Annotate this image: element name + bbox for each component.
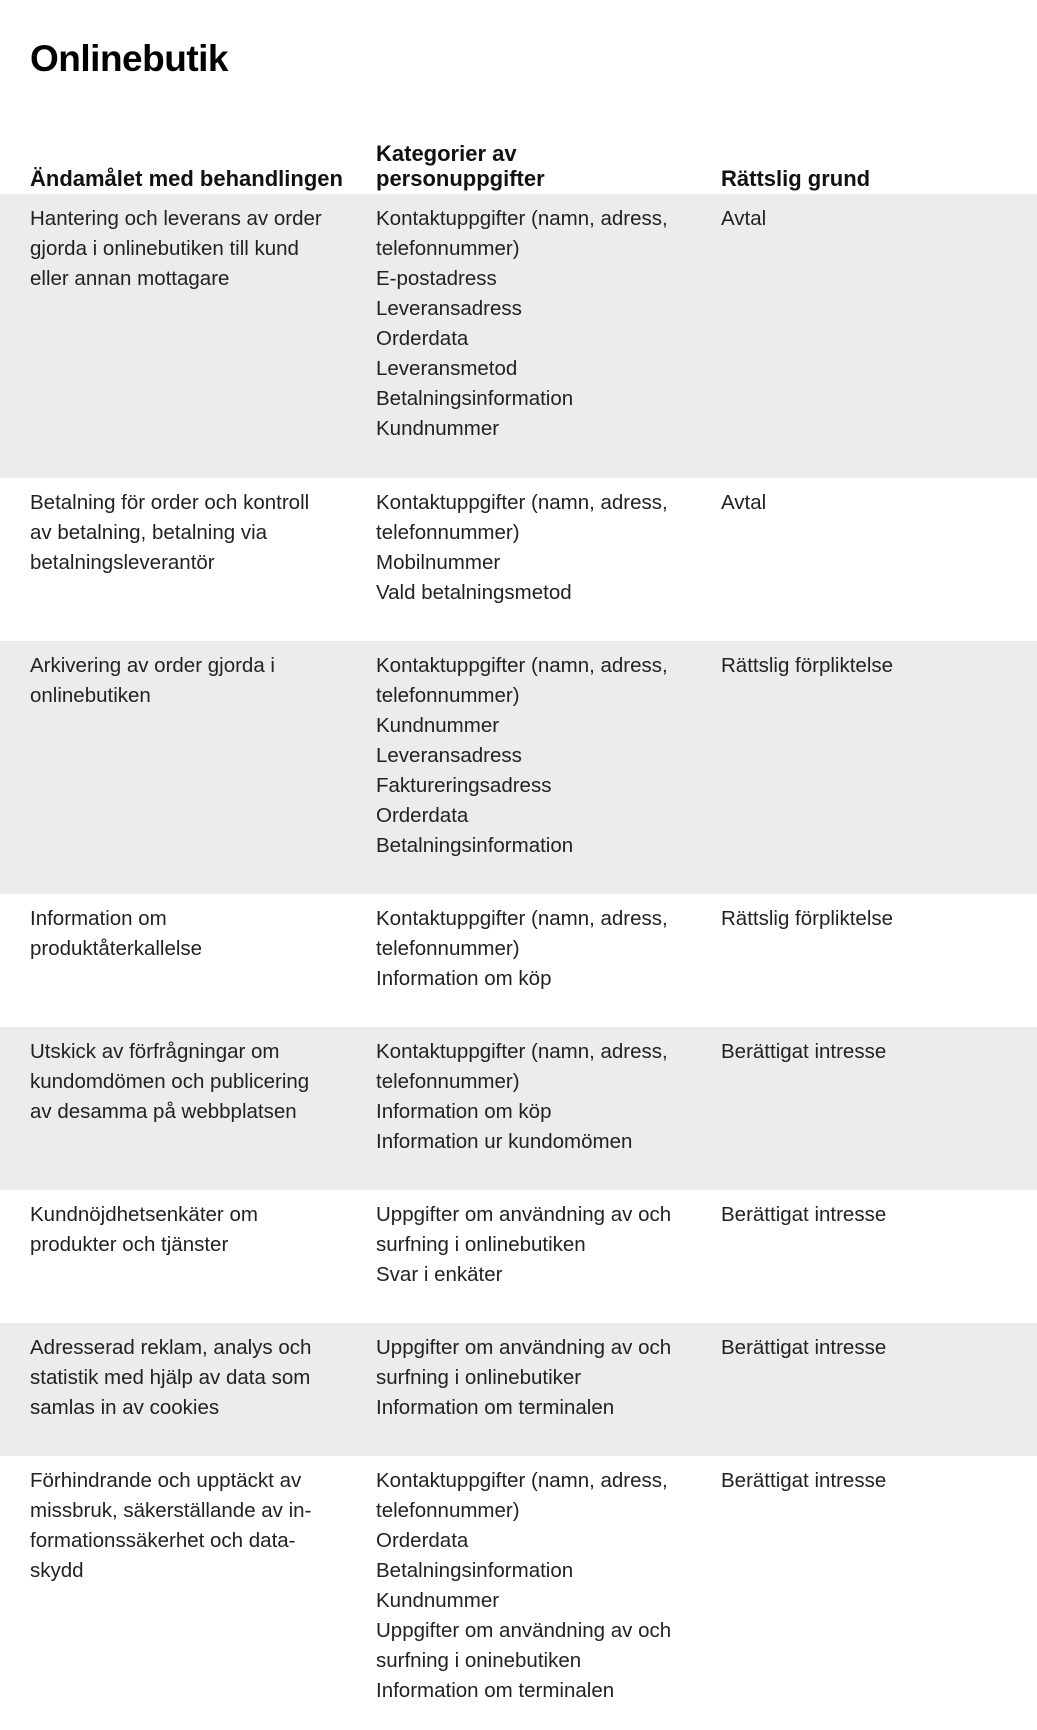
processing-table — [0, 128, 1037, 1706]
header-legal-basis: Rättslig grund — [721, 166, 871, 191]
page-title: Onlinebutik — [30, 38, 228, 79]
categories-cell: Kontaktuppgifter (namn, adress, telefonnummer) E-postadress Leveransadress Orderdata Leveransmetod Betalningsinformation Kundnummer — [376, 207, 668, 440]
table-row — [0, 478, 1037, 641]
table-header — [0, 128, 1037, 194]
table-row — [0, 1190, 1037, 1323]
categories-cell: Kontaktuppgifter (namn, adress, telefonnummer) Information om köp Information ur kundomömen — [376, 1040, 668, 1153]
purpose-cell: Kundnöjdhetsenkäter om produkter och tjänster — [30, 1203, 258, 1256]
legal-basis-cell: Rättslig förpliktelse — [721, 654, 894, 677]
categories-cell: Kontaktuppgifter (namn, adress, telefonnummer) Orderdata Betalningsinformation Kundnummer Uppgifter om användning av och surfning i oninebutiken Information om terminalen — [376, 1469, 672, 1702]
table-row — [0, 1456, 1037, 1706]
categories-cell: Kontaktuppgifter (namn, adress, telefonnummer) Information om köp — [376, 907, 668, 990]
categories-cell: Kontaktuppgifter (namn, adress, telefonnummer) Mobilnummer Vald betalningsmetod — [376, 491, 668, 604]
categories-cell: Uppgifter om användning av och surfning i onlinebutiken Svar i enkäter — [376, 1203, 672, 1286]
table-row — [0, 894, 1037, 1027]
legal-basis-cell: Avtal — [721, 491, 767, 514]
purpose-cell: Adresserad reklam, analys och statistik med hjälp av data som samlas in av cookies — [30, 1336, 312, 1419]
table-row — [0, 1027, 1037, 1190]
purpose-cell: Information om produktåterkallelse — [30, 907, 203, 960]
legal-basis-cell: Avtal — [721, 207, 767, 230]
purpose-cell: Utskick av förfrågningar om kundomdömen och publicering av desamma på webbplatsen — [30, 1040, 310, 1123]
legal-basis-cell: Berättigat intresse — [721, 1469, 887, 1492]
header-purpose: Ändamålet med behandlingen — [30, 166, 343, 191]
legal-basis-cell: Berättigat intresse — [721, 1336, 887, 1359]
purpose-cell: Arkivering av order gjorda i onlinebutiken — [30, 654, 275, 707]
purpose-cell: Förhindrande och upptäckt av missbruk, säkerställande av in- formationssäkerhet och data- skydd — [30, 1469, 312, 1582]
table-row — [0, 1323, 1037, 1456]
table-row — [0, 641, 1037, 894]
table-row — [0, 194, 1037, 478]
purpose-cell: Betalning för order och kontroll av betalning, betalning via betalningsleverantör — [30, 491, 310, 574]
legal-basis-cell: Berättigat intresse — [721, 1040, 887, 1063]
legal-basis-cell: Rättslig förpliktelse — [721, 907, 894, 930]
categories-cell: Kontaktuppgifter (namn, adress, telefonnummer) Kundnummer Leveransadress Faktureringsadress Orderdata Betalningsinformation — [376, 654, 668, 857]
purpose-cell: Hantering och leverans av order gjorda i onlinebutiken till kund eller annan mottagare — [30, 207, 322, 290]
categories-cell: Uppgifter om användning av och surfning i onlinebutiker Information om terminalen — [376, 1336, 672, 1419]
header-categories: Kategorier av personuppgifter — [376, 141, 545, 191]
legal-basis-cell: Berättigat intresse — [721, 1203, 887, 1226]
